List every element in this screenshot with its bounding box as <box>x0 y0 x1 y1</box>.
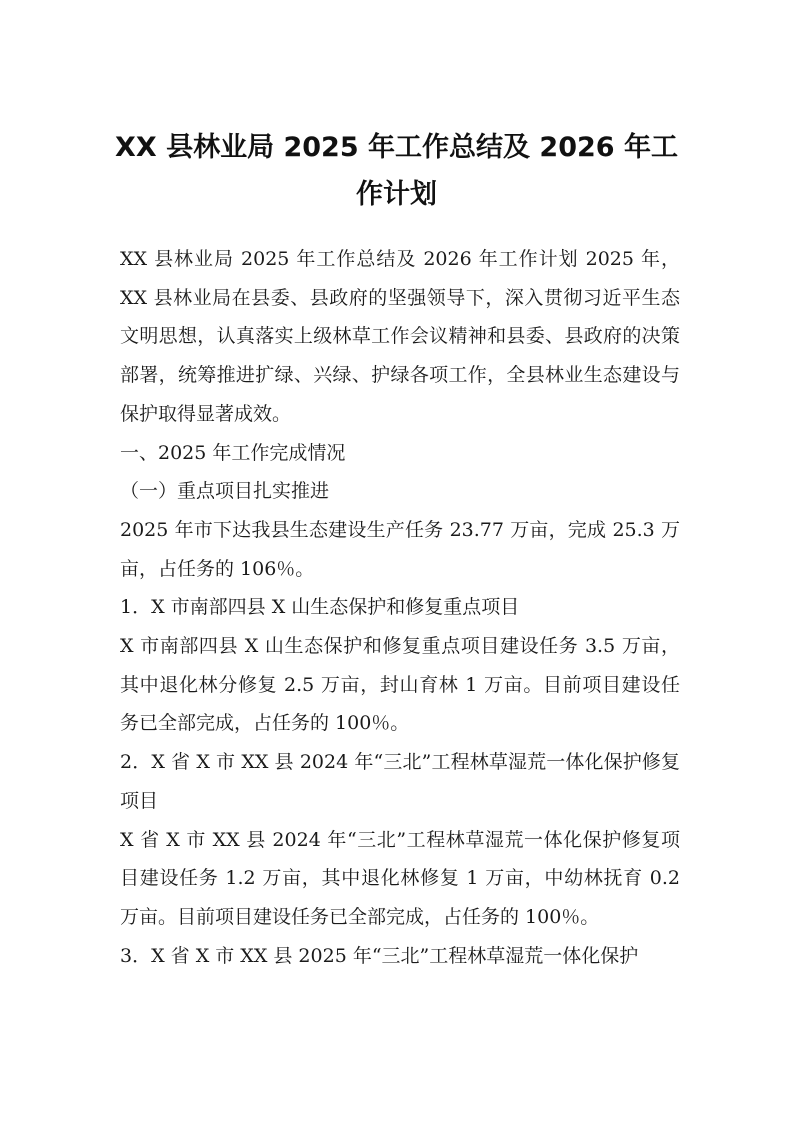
intro-paragraph: XX 县林业局 2025 年工作总结及 2026 年工作计划 2025 年，XX 县林业局在县委、县政府的坚强领导下，深入贯彻习近平生态文明思想，认真落实上级林草工作会议精神和县委、县政府的决策部署，统筹推进扩绿、兴绿、护绿各项工作，全县林业生态建设与保护取得显著成效。 <box>120 248 680 425</box>
section-heading-1: 一、2025 年工作完成情况 <box>120 441 346 464</box>
subsection-heading-1: （一）重点项目扎实推进 <box>120 480 330 503</box>
document-title-line-1: XX 县林业局 2025 年工作总结及 2026 年工 <box>115 132 678 163</box>
task-summary-paragraph: 2025 年市下达我县生态建设生产任务 23.77 万亩，完成 25.3 万亩，占任务的 106％。 <box>120 518 680 580</box>
project-3-heading: 3．X 省 X 市 XX 县 2025 年“三北”工程林草湿荒一体化保护 <box>120 944 639 967</box>
project-2-paragraph: X 省 X 市 XX 县 2024 年“三北”工程林草湿荒一体化保护修复项目建设任务 1.2 万亩，其中退化林修复 1 万亩，中幼林抚育 0.2 万亩。目前项目建设任务已全部完成，占任务的 100％。 <box>120 828 680 928</box>
project-2-heading: 2．X 省 X 市 XX 县 2024 年“三北”工程林草湿荒一体化保护修复项目 <box>120 751 680 812</box>
document-body <box>120 240 680 975</box>
project-1-heading: 1．X 市南部四县 X 山生态保护和修复重点项目 <box>120 596 520 619</box>
document-title-line-2: 作计划 <box>356 179 437 210</box>
project-1-paragraph: X 市南部四县 X 山生态保护和修复重点项目建设任务 3.5 万亩，其中退化林分修复 2.5 万亩，封山育林 1 万亩。目前项目建设任务已全部完成，占任务的 100％。 <box>120 635 680 735</box>
